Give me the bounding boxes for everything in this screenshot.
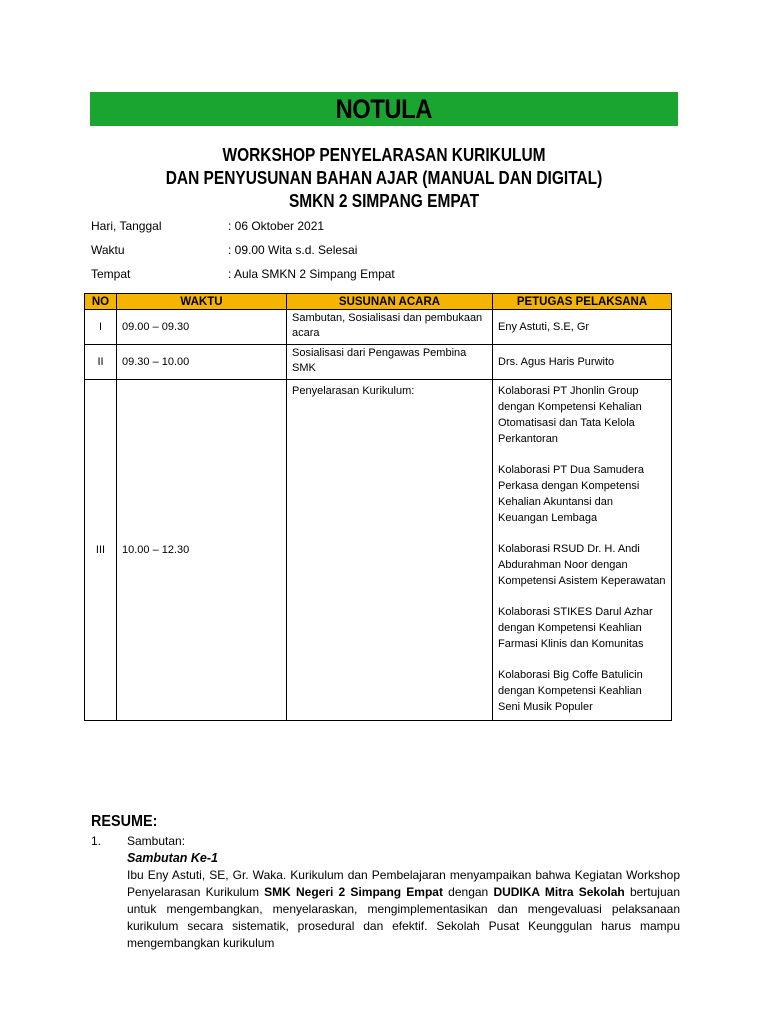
para-text: Ibu Eny Astuti, SE, Gr. Waka. Kurikulum dan Pembelajaran menyampaikan bahwa Kegiatan Workshop Penyelarasan Kurikulum bbox=[127, 868, 680, 899]
sambutan-subtitle: Sambutan Ke-1 bbox=[127, 851, 218, 865]
heading-line-2: DAN PENYUSUNAN BAHAN AJAR (MANUAL DAN DIGITAL) bbox=[165, 168, 603, 188]
meta-label: Tempat bbox=[91, 267, 131, 281]
table-header-row bbox=[85, 294, 672, 310]
row-waktu: 09.30 – 10.00 bbox=[117, 345, 287, 380]
meta-row-date bbox=[91, 215, 679, 239]
event-details bbox=[91, 215, 679, 287]
petugas-entry: Kolaborasi PT Dua Samudera Perkasa dengan Kompetensi Kehalian Akuntansi dan Keuangan Lembaga bbox=[498, 464, 644, 524]
meta-value: : 06 Oktober 2021 bbox=[228, 219, 325, 233]
petugas-entry: Kolaborasi Big Coffe Batulicin dengan Kompetensi Keahlian Seni Musik Populer bbox=[498, 669, 643, 713]
meta-label: Waktu bbox=[91, 243, 125, 257]
petugas-entry: Eny Astuti, S.E, Gr bbox=[498, 321, 590, 333]
list-item bbox=[91, 834, 680, 850]
row-acara: Sosialisasi dari Pengawas Pembina SMK bbox=[287, 345, 493, 380]
item-number: 1. bbox=[91, 834, 102, 848]
resume-section bbox=[91, 834, 680, 952]
para-bold-school: SMK Negeri 2 Simpang Empat bbox=[264, 885, 443, 899]
row-acara: Sambutan, Sosialisasi dan pembukaan acara bbox=[287, 310, 493, 345]
para-text: bertujuan untuk mengembangkan, menyelaraskan, mengimplementasikan dan mengevaluasi pelaksanaan kurikulum secara sistematik, prosedural dan efektif. Sekolah Pusat Keunggulan harus mampu mengembangkan kurikulum bbox=[127, 885, 680, 950]
petugas-entry: Kolaborasi RSUD Dr. H. Andi Abdurahman Noor dengan Kompetensi Asistem Keperawatan bbox=[498, 543, 666, 587]
resume-paragraph bbox=[127, 867, 680, 952]
meta-label: Hari, Tanggal bbox=[91, 219, 162, 233]
row-waktu: 10.00 – 12.30 bbox=[117, 380, 287, 721]
notula-banner bbox=[90, 92, 678, 126]
petugas-entry: Kolaborasi STIKES Darul Azhar dengan Kompetensi Keahlian Farmasi Klinis dan Komunitas bbox=[498, 606, 653, 650]
document-heading bbox=[90, 144, 678, 213]
resume-title: RESUME: bbox=[91, 813, 158, 830]
row-waktu: 09.00 – 09.30 bbox=[117, 310, 287, 345]
row-petugas bbox=[493, 345, 672, 380]
row-no: I bbox=[85, 310, 117, 345]
heading-line-3: SMKN 2 SIMPANG EMPAT bbox=[288, 191, 480, 211]
row-acara: Penyelarasan Kurikulum: bbox=[287, 380, 493, 721]
meta-value: : 09.00 Wita s.d. Selesai bbox=[228, 243, 358, 257]
heading-line-1: WORKSHOP PENYELARASAN KURIKULUM bbox=[222, 145, 546, 165]
table-row bbox=[85, 310, 672, 345]
meta-row-place bbox=[91, 263, 679, 287]
para-bold-partner: DUDIKA Mitra Sekolah bbox=[493, 885, 625, 899]
header-no: NO bbox=[85, 294, 117, 310]
header-waktu: WAKTU bbox=[117, 294, 287, 310]
petugas-entry: Drs. Agus Haris Purwito bbox=[498, 356, 615, 368]
meta-value: : Aula SMKN 2 Simpang Empat bbox=[228, 267, 395, 281]
table-row bbox=[85, 380, 672, 721]
petugas-entry: Kolaborasi PT Jhonlin Group dengan Kompetensi Kehalian Otomatisasi dan Tata Kelola Perkantoran bbox=[498, 385, 642, 445]
banner-title: NOTULA bbox=[335, 93, 433, 124]
header-petugas: PETUGAS PELAKSANA bbox=[493, 294, 672, 310]
meta-row-time bbox=[91, 239, 679, 263]
item-label: Sambutan: bbox=[127, 834, 186, 848]
schedule-table bbox=[84, 293, 672, 721]
row-no: II bbox=[85, 345, 117, 380]
para-text: dengan bbox=[442, 885, 494, 899]
row-no: III bbox=[85, 380, 117, 721]
table-row bbox=[85, 345, 672, 380]
row-petugas bbox=[493, 380, 672, 721]
header-acara: SUSUNAN ACARA bbox=[287, 294, 493, 310]
row-petugas bbox=[493, 310, 672, 345]
